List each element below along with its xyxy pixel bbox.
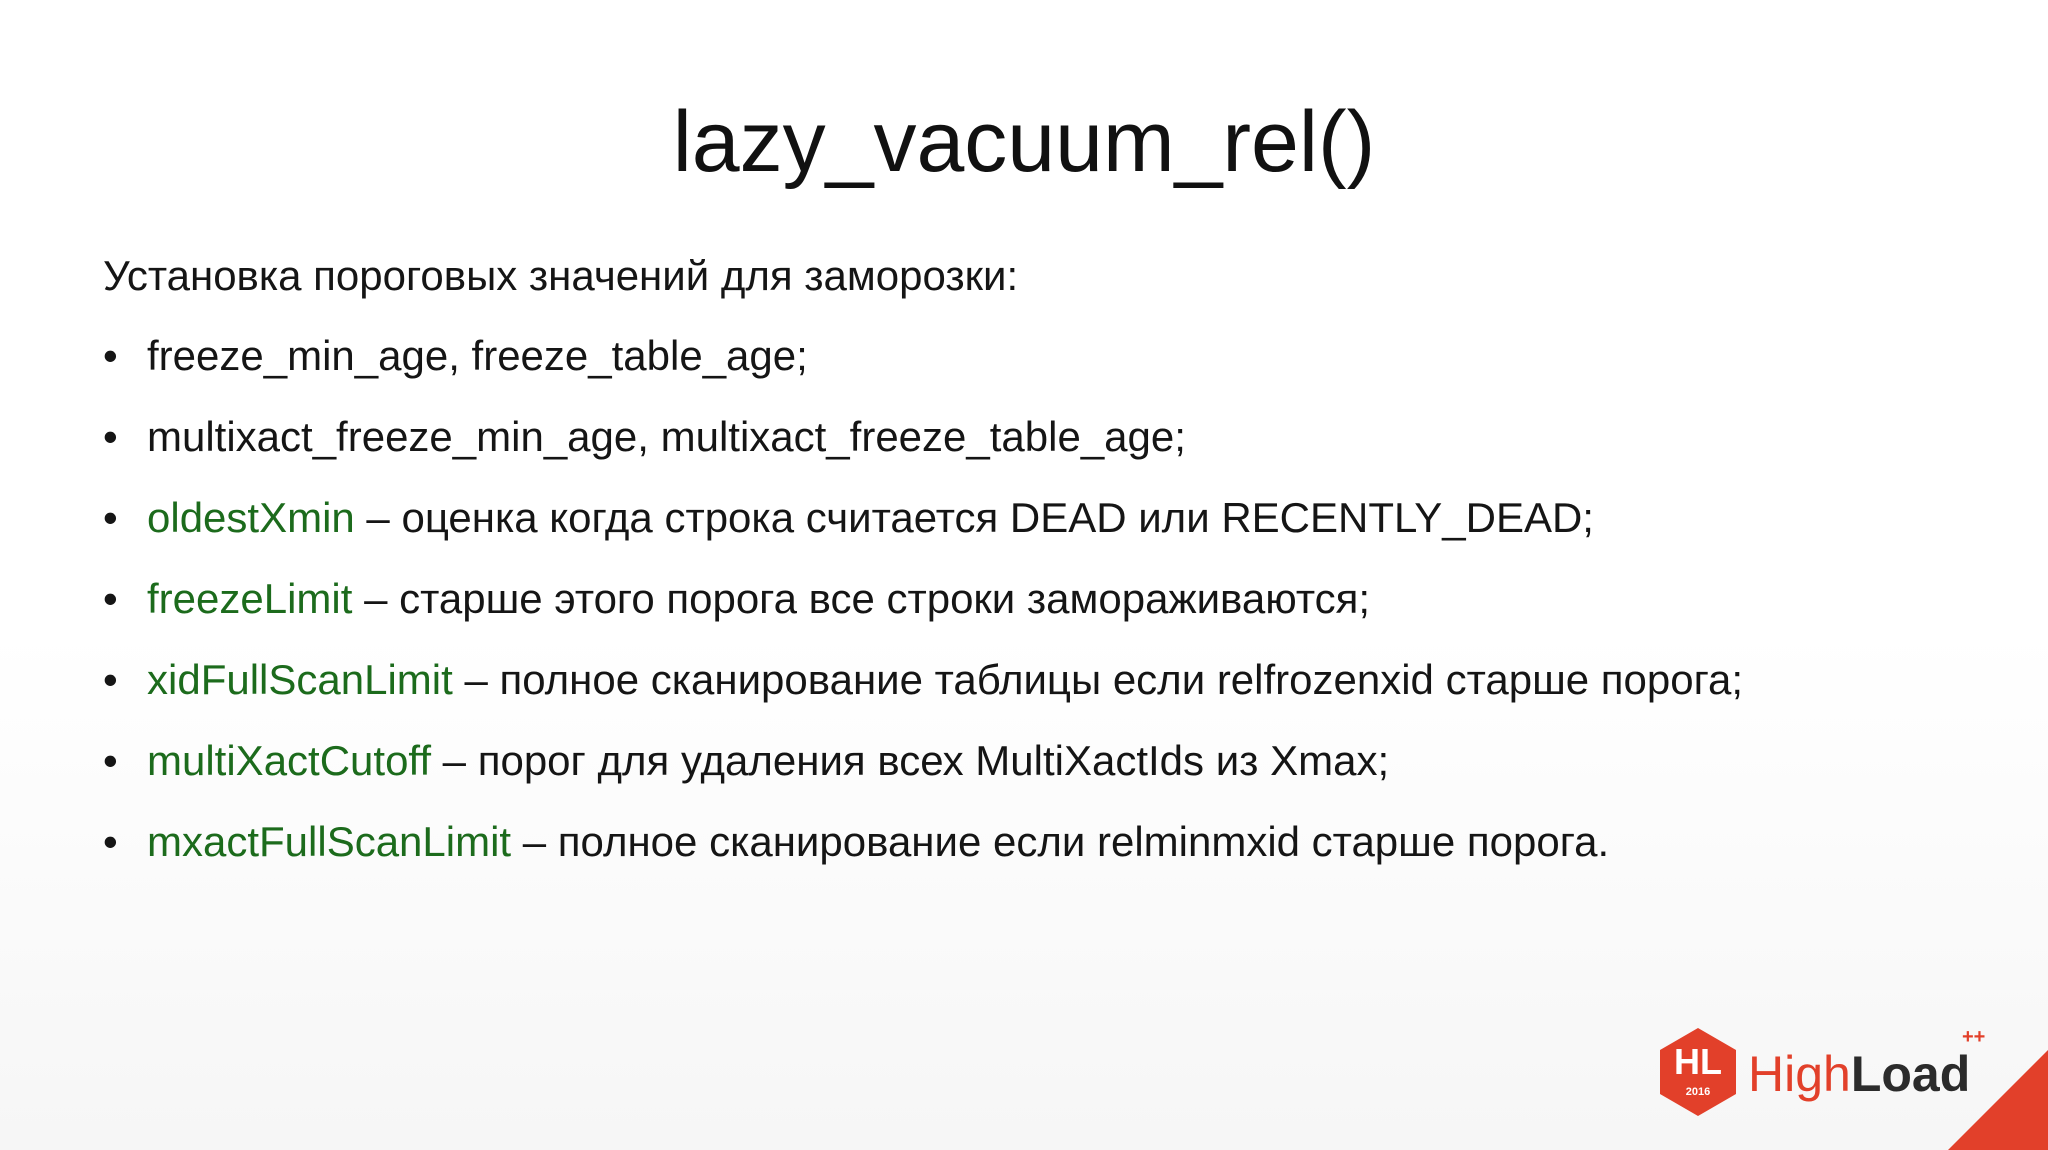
- bullet-dot: •: [103, 737, 118, 784]
- bullet-item: [103, 492, 1743, 573]
- bullet-dot: •: [103, 818, 118, 865]
- brand-second: Load: [1850, 1046, 1971, 1102]
- bullet-dot: •: [103, 494, 118, 541]
- bullet-term: multiXactCutoff: [147, 737, 432, 784]
- bullet-text: – старше этого порога все строки замораживаются;: [352, 575, 1371, 622]
- bullet-item: [103, 654, 1743, 735]
- intro-text: Установка пороговых значений для заморозки:: [103, 252, 1019, 299]
- bullet-text: freeze_min_age, freeze_table_age;: [147, 332, 808, 379]
- bullet-term: freezeLimit: [147, 575, 353, 622]
- slide-title: lazy_vacuum_rel(): [672, 94, 1376, 190]
- badge-year: 2016: [1685, 1086, 1711, 1098]
- bullet-text: – оценка когда строка считается DEAD или RECENTLY_DEAD;: [354, 494, 1594, 541]
- brand-first: High: [1748, 1046, 1851, 1102]
- brand-superscript: ++: [1962, 1026, 1986, 1048]
- bullet-term: oldestXmin: [147, 494, 355, 541]
- brand-wordmark: [1748, 1046, 1970, 1102]
- bullet-item: [103, 411, 1743, 492]
- bullet-item: [103, 816, 1743, 897]
- bullet-item: [103, 735, 1743, 816]
- badge-text: HL: [1674, 1041, 1722, 1082]
- bullet-text: – порог для удаления всех MultiXactIds из Xmax;: [431, 737, 1390, 784]
- bullet-term: mxactFullScanLimit: [147, 818, 512, 865]
- bullet-term: xidFullScanLimit: [147, 656, 453, 703]
- bullet-list: [103, 330, 1743, 897]
- bullet-dot: •: [103, 413, 118, 460]
- corner-triangle-icon: [1948, 1050, 2048, 1150]
- bullet-dot: •: [103, 332, 118, 379]
- bullet-text: – полное сканирование таблицы если relfrozenxid старше порога;: [452, 656, 1744, 703]
- bullet-dot: •: [103, 575, 118, 622]
- bullet-item: [103, 573, 1743, 654]
- bullet-item: [103, 330, 1743, 411]
- bullet-dot: •: [103, 656, 118, 703]
- bullet-text: – полное сканирование если relminmxid старше порога.: [511, 818, 1610, 865]
- bullet-text: multixact_freeze_min_age, multixact_freeze_table_age;: [147, 413, 1186, 460]
- highload-logo: [1656, 1026, 1996, 1118]
